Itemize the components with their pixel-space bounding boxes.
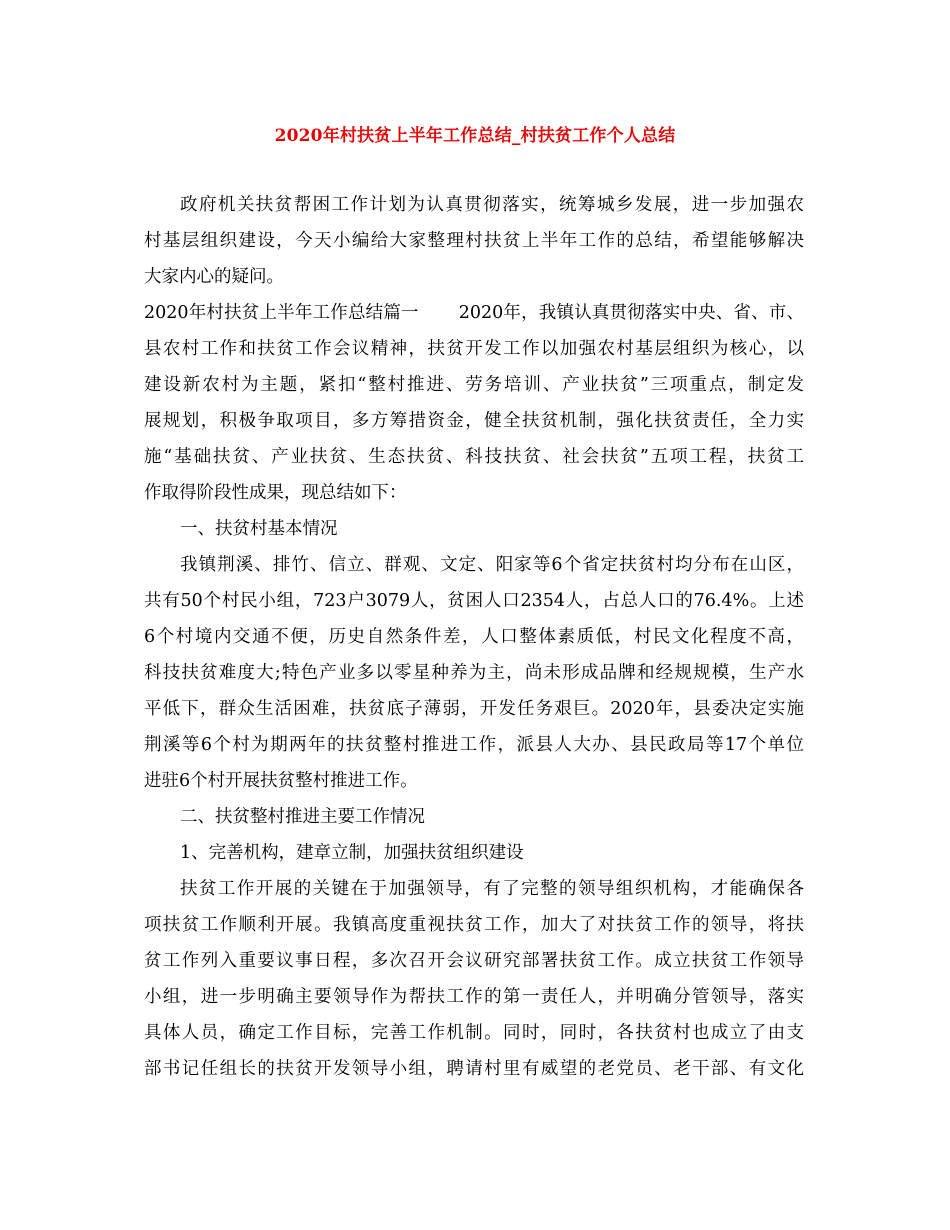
paragraph-line: 荆溪等6个村为期两年的扶贫整村推进工作，派县人大办、县民政局等17个单位 (144, 735, 804, 755)
paragraph-line: 展规划，积极争取项目，多方筹措资金，健全扶贫机制，强化扶贫责任，全力实 (144, 411, 804, 431)
paragraph-line: 县农村工作和扶贫工作会议精神，扶贫开发工作以加强农村基层组织为核心，以 (144, 339, 804, 359)
paragraph-line: 共有50个村民小组，723户3079人，贫困人口2354人，占总人口的76.4%。上述 (144, 591, 804, 611)
section-heading: 二、扶贫整村推进主要工作情况 (180, 807, 425, 827)
paragraph-line: 小组，进一步明确主要领导作为帮扶工作的第一责任人，并明确分管领导，落实 (144, 987, 804, 1007)
paragraph-line: 项扶贫工作顺利开展。我镇高度重视扶贫工作，加大了对扶贫工作的领导，将扶 (144, 915, 804, 935)
paragraph-line: 部书记任组长的扶贫开发领导小组，聘请村里有威望的老党员、老干部、有文化 (144, 1059, 804, 1079)
paragraph-line: 具体人员，确定工作目标，完善工作机制。同时，同时，各扶贫村也成立了由支 (144, 1023, 804, 1043)
section-heading: 一、扶贫村基本情况 (180, 519, 338, 539)
paragraph-line: 村基层组织建设，今天小编给大家整理村扶贫上半年工作的总结，希望能够解决 (144, 231, 804, 251)
document-title: 2020年村扶贫上半年工作总结_村扶贫工作个人总结 (274, 126, 676, 146)
paragraph-line: 政府机关扶贫帮困工作计划为认真贯彻落实，统筹城乡发展，进一步加强农 (180, 195, 804, 215)
paragraph-line: 作取得阶段性成果，现总结如下： (144, 483, 407, 503)
paragraph-line: 平低下，群众生活困难，扶贫底子薄弱，开发任务艰巨。2020年，县委决定实施 (144, 699, 804, 719)
paragraph-line: 进驻6个村开展扶贫整村推进工作。 (144, 771, 418, 791)
paragraph-line: 我镇荆溪、排竹、信立、群观、文定、阳家等6个省定扶贫村均分布在山区， (180, 555, 804, 575)
paragraph-text: 2020年，我镇认真贯彻落实中央、省、市、 (458, 303, 804, 323)
section-heading-line (144, 295, 804, 331)
paragraph-line: 科技扶贫难度大;特色产业多以零星种养为主，尚未形成品牌和经规规模，生产水 (144, 663, 804, 683)
paragraph-line: 大家内心的疑问。 (144, 267, 284, 287)
document-body (144, 187, 804, 1087)
paragraph-line: 贫工作列入重要议事日程，多次召开会议研究部署扶贫工作。成立扶贫工作领导 (144, 951, 804, 971)
subsection-heading: 1、完善机构，建章立制，加强扶贫组织建设 (180, 843, 524, 863)
paragraph-line: 施“基础扶贫、产业扶贫、生态扶贫、科技扶贫、社会扶贫”五项工程，扶贫工 (144, 447, 804, 467)
paragraph-line: 扶贫工作开展的关键在于加强领导，有了完整的领导组织机构，才能确保各 (180, 879, 804, 899)
paragraph-line: 建设新农村为主题，紧扣“整村推进、劳务培训、产业扶贫”三项重点，制定发 (144, 375, 804, 395)
paragraph-line: 6个村境内交通不便，历史自然条件差，人口整体素质低，村民文化程度不高， (144, 627, 804, 647)
section-heading: 2020年村扶贫上半年工作总结篇一 (144, 303, 419, 323)
